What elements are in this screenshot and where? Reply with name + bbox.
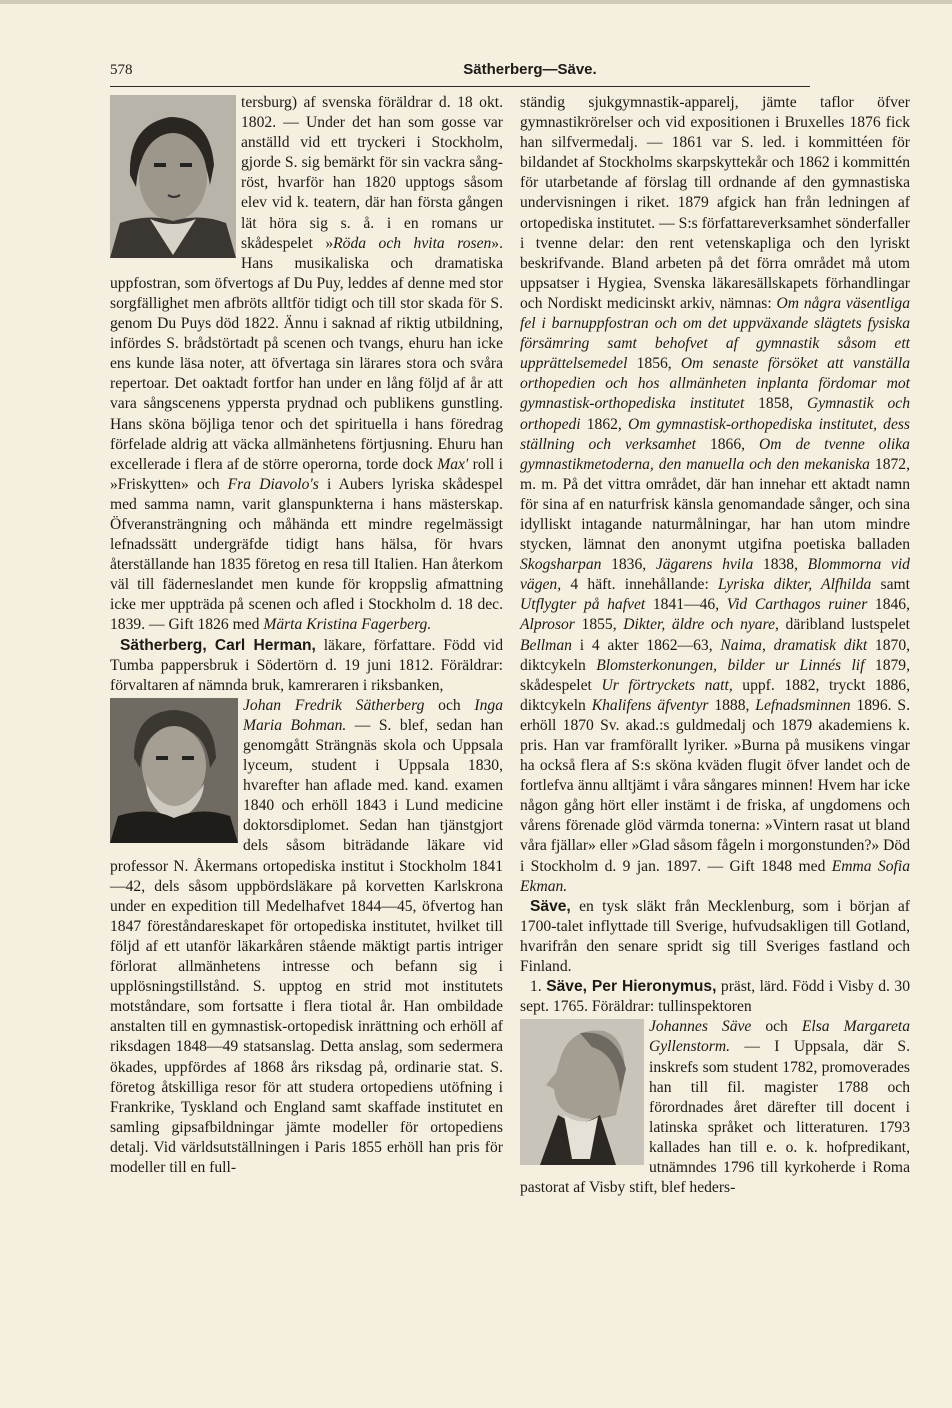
header-rule xyxy=(110,86,810,87)
body-text: tersburg) af svenska föräldrar d. 18 okt. 1802. — Under det han som gosse var anställd vid ett tryckeri i Stockholm, gjorde S. sig bemärkt för sin vackra sång-röst, hvarför han 1820 upptogs såsom elev vid k. teatern, där han första gången lät höra sig s. å. i en romans ur skådespelet » xyxy=(241,94,503,252)
work-title: Om gymnastisk-orthopediska institutet, dess ställning och verksamhet xyxy=(520,415,911,453)
body-text: roll i »Friskytten» och xyxy=(110,455,503,493)
work-title: Utflygter på hafvet xyxy=(520,596,646,614)
page-number: 578 xyxy=(110,62,133,78)
father-name: Johan Fredrik Sätherberg xyxy=(243,696,425,714)
father-name: Johannes Säve xyxy=(649,1018,752,1036)
body-text: 1838, xyxy=(753,556,808,574)
body-text: 4 häft. innehållande: xyxy=(561,576,719,594)
page-header xyxy=(110,58,810,84)
body-text: läkare, författare. Född vid Tumba pappersbruk i Södertörn d. 19 juni 1812. Föräldrar: förvaltaren af nämnda bruk, kamreraren i riksbanken, xyxy=(110,636,503,694)
work-title: Khalifens äfventyr xyxy=(591,696,709,714)
mother-name: Inga Maria Bohman. xyxy=(243,696,503,734)
body-text: präst, lärd. Född i Visby d. 30 sept. 1765. Föräldrar: tullinspektoren xyxy=(520,978,910,1016)
portrait-image-bearded-man xyxy=(110,698,238,843)
entry-headword: Sätherberg, Carl Herman, xyxy=(120,636,316,654)
spouse-name: Märta Kristina Fagerberg. xyxy=(263,616,432,634)
work-title: Lyriska dikter, Alfhilda xyxy=(718,576,872,594)
body-text: 1879, skådespelet xyxy=(520,656,910,694)
work-title: Om de tvenne olika gymnastikmetoderna, den manuella och den mekaniska xyxy=(520,435,910,473)
page-edge xyxy=(0,0,952,4)
body-text: ständig sjukgymnastik-apparelj, jämte taflor öfver gymnastikrörelser och vid expositionen i Bruxelles 1876 fick han silfvermedalj. — 1861 var S. led. i kommittéen för bildandet af Stockholms skarpskyttekår och 1862 i kommittén för utarbetande af förslag till ordnande af den gymnastiska undervisningen i riket. 1879 afgick han från ledningen af ortopediska institutet. — S:s författareverksamhet sönderfaller i tvenne delar: den rent vetenskapliga och den lyriskt beskrifvande. Bland arbeten på det förra området må utom uppsatser i Hygiea, Svenska läkaresällskapets förhandlingar och Nordiskt medicinskt arkiv, nämnas: xyxy=(520,94,910,312)
spouse-name: Emma Sofia Ekman. xyxy=(520,857,910,895)
entry-headword: Säve, xyxy=(530,897,571,915)
body-text: 1855, xyxy=(574,616,624,634)
body-text: 1872, m. m. På det vittra området, där han innehar ett aktadt namn för sina af en naturfrisk känsla genomandade sånger, och sina idylliskt intagande naturmålningar, har han utom mindre stycken, lämnat den anonymt utgifna poetiska balladen xyxy=(520,455,911,554)
work-title: Vid Carthagos ruiner xyxy=(726,596,868,614)
role-name: Max' xyxy=(437,455,469,473)
body-text: ». Hans musikaliska och dramatiska uppfostran, som öfvertogs af Du Puy, leddes af denne med stor sorgfällighet men afbröts alltför tidigt och till stor skada för S. genom Du Puys död 1822. Ännu i saknad af riktig utbildning, infördes S. brådstörtadt på scenen och tvangs, ehuru han icke ens kunde läsa noter, att öfvertaga sin lärares stora och svåra repertoar. Det oaktadt fortfor han under en lång följd af år att vara sångscenens yppersta prydnad och publikens gunstling. Hans sköna böjliga tenor och det spirituella i hans föredrag förfelade aldrig att väcka allmänhetens förtjusning. Ehuru han excellerade i flera af de större operorna, torde dock xyxy=(110,234,503,473)
body-text: i Aubers lyriska skådespel med samma namn, varit glanspunkterna i hans mästerskap. Öfveransträngning och måhända ett mindre regelmässigt lefnadssätt undergräfde tidigt hans hälsa, för hvars återställande han 1835 företog en resa till Italien. Han återkom väl till fäderneslandet men kunde för kroppslig afmattning icke mer uppträda på scenen och afled i Stockholm d. 18 dec. 1839. — Gift 1826 med xyxy=(110,475,504,634)
entry-headword: Säve, Per Hieronymus, xyxy=(546,978,717,996)
portrait-image-young-man xyxy=(110,95,236,258)
work-title: Gymnastik och orthopedi xyxy=(520,395,910,433)
work-title: Blommorna vid vägen, xyxy=(520,556,910,594)
body-text: och xyxy=(751,1018,802,1036)
work-title: Dikter, äldre och nyare, xyxy=(623,616,779,634)
body-text: i 4 akter 1862—63, xyxy=(571,636,721,654)
work-title: Om senaste försöket att vanställa orthopedien och hos allmänheten inplanta fördomar mot gymnastisk-orthopediska institutet xyxy=(520,355,910,413)
body-text: — I Uppsala, där S. inskrefs som student 1782, promoverades han till fil. magister 1788 och förordnades året därefter till docent i latinska språket och litteraturen. 1793 kallades han till e. o. k. hofpredikant, utnämndes 1796 till kyrkoherde i Roma pastorat af Visby stift, blef heders- xyxy=(520,1038,910,1197)
entry-number: 1. xyxy=(530,978,542,996)
body-text: 1856, xyxy=(627,355,681,373)
mother-name: Elsa Margareta Gyllenstorm. xyxy=(649,1018,910,1056)
body-text: 1862, xyxy=(580,415,628,433)
body-text: samt xyxy=(871,576,910,594)
body-text: — S. blef, sedan han genomgått Strängnäs skola och Uppsala lyceum, student i Uppsala 1830, hvarefter han aflade med. kand. examen 1840 och erhöll 1843 i Lund medicine doktorsdiplomet. Sedan han tjänstgjort dels såsom biträdande läkare vid professor N. Åkermans ortopediska institut i Stockholm 1841 —42, dels såsom uppbördsläkare på korvetten Karlskrona under en expedition till Medelhafvet 1844—45, öfvertog han 1847 föreståndareskapet för ortopediska institutet, hvilket till följd af ett utanför läkarkåren stående mäktigt partis intriger förlorat allmänhetens intresse och befann sig i upplösningstillstånd. S. upptog en strid mot institutets motståndare, som fortsatte i flera tiotal år. Han ombildade anstalten till en gymnastisk-ortopedisk inrättning och erhöll af riksdagen 1848—49 statsanslag. Detta anslag, som sedermera ökades, uppfördes af 1868 års riksdag på, ordinarie stat. S. företog åtskilliga resor för att studera ortopediens utöfning i Frankrike, Tyskland och England samt skaffade institutet en samling gipsafbildningar jämte modeller för ortopediens detalj. Vid världsutställningen i Paris 1855 erhöll han pris för modeller till en full- xyxy=(110,716,503,1176)
running-head: Sätherberg—Säve. xyxy=(463,61,597,78)
work-title: Jägarens hvila xyxy=(655,556,754,574)
portrait-image-profile-man xyxy=(520,1019,644,1165)
left-column xyxy=(110,93,503,1178)
work-title: Alprosor xyxy=(520,616,575,634)
work-title: Skogsharpan xyxy=(520,556,602,574)
work-title: Blomsterkonungen, bilder ur Linnés lif xyxy=(596,656,865,674)
body-text: 1836, xyxy=(601,556,656,574)
work-title: Om några väsentliga fel i barnuppfostran och om det uppväxande slägtets fysiska försämring samt behofvet af gymnastik såsom ett upprättelsemedel xyxy=(520,294,911,373)
body-text: däribland lustspelet xyxy=(778,616,910,634)
work-title: Röda och hvita rosen xyxy=(333,234,492,252)
body-text: 1858, xyxy=(744,395,807,413)
body-text: 1841—46, xyxy=(645,596,727,614)
body-text: 1896. S. erhöll 1870 Sv. akad.:s guldmedalj och 1879 akademiens k. pris. Han var framförallt lyriker. »Burna på musikens vingar ha också flera af S:s sköna kväden flugit öfver landet och de fortlefva ännu alltjämt i våra sångares minnen! Hvem har icke någon gång hört eller instämt i de friska, af ungdomens och vårens förenade glöd värmda tonerna: »Vintern rasat ut bland våra fjällar» eller »Glad såsom fågeln i morgonstunden?» Död i Stockholm d. 9 jan. 1897. — Gift 1848 med xyxy=(520,696,910,875)
work-title: Naima, dramatisk dikt xyxy=(720,636,868,654)
body-text: 1888, xyxy=(708,696,756,714)
work-title: Ur förtryckets natt, xyxy=(601,676,733,694)
body-text: 1846, xyxy=(867,596,910,614)
body-text: 1870, diktcykeln xyxy=(520,636,911,674)
right-column xyxy=(520,93,910,1198)
work-title: Bellman xyxy=(520,636,572,654)
body-text: uppf. 1882, tryckt 1886, diktcykeln xyxy=(520,676,910,714)
work-title: Lefnadsminnen xyxy=(755,696,851,714)
body-text: 1866, xyxy=(696,435,760,453)
body-text: och xyxy=(424,696,475,714)
role-name: Fra Diavolo's xyxy=(227,475,319,493)
body-text: en tysk släkt från Mecklenburg, som i början af 1700-talet inflyttade till Sverige, hufvudsakligen till Gotland, hvarifrån den senare spridt sig till Sveriges fastland och Finland. xyxy=(520,897,910,976)
